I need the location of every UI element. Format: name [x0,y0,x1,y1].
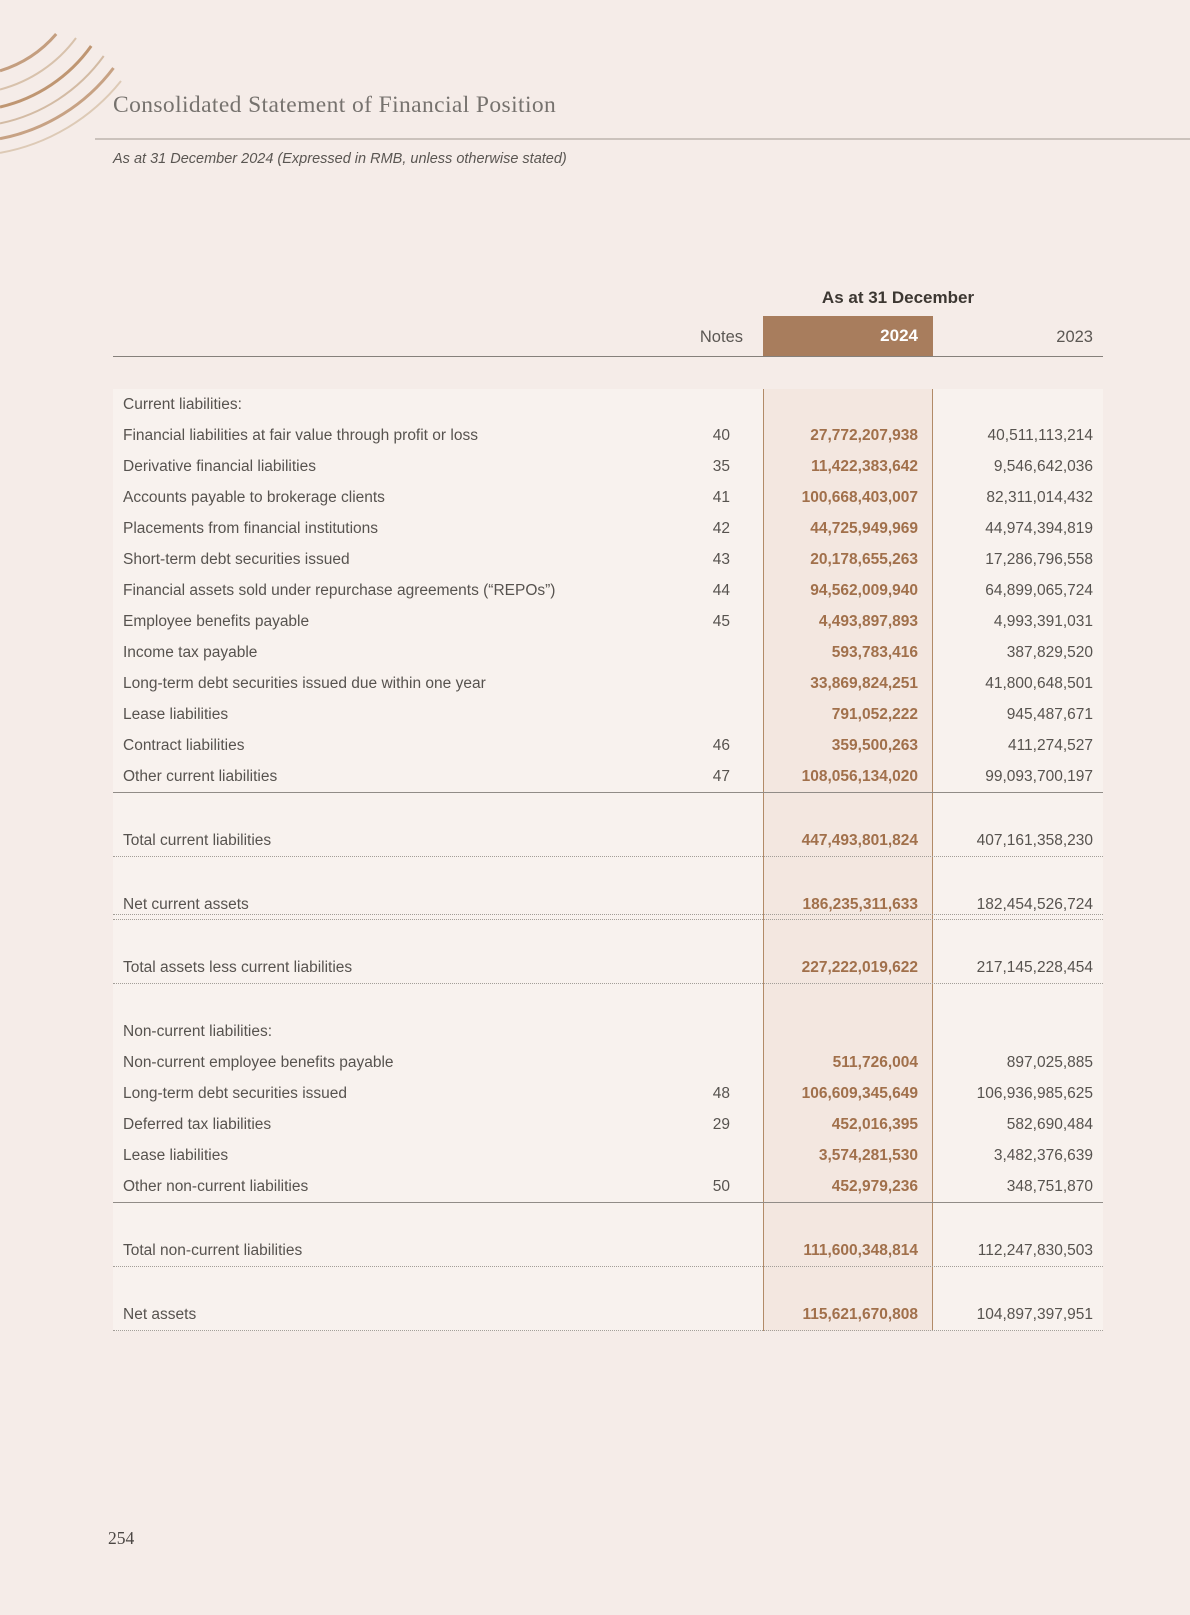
row-value-2023: 348,751,870 [1006,1177,1093,1195]
row-value-2023: 106,936,985,625 [976,1084,1093,1102]
row-label: Total assets less current liabilities [123,959,353,976]
page-title: Consolidated Statement of Financial Position [113,92,557,118]
row-value-2024: 108,056,134,020 [801,767,918,785]
row-value-2023: 217,145,228,454 [976,959,1093,976]
column-header-spacer [113,316,693,356]
row-label: Short-term debt securities issued [123,550,350,568]
row-value-2023: 945,487,671 [1006,705,1093,723]
row-value-2024: 227,222,019,622 [801,959,918,976]
table-row [113,575,1103,606]
row-value-2023: 44,974,394,819 [985,519,1093,537]
row-value-2024: 11,422,383,642 [811,457,918,475]
table-body [113,389,1103,1331]
row-value-2024: 44,725,949,969 [810,519,918,537]
row-value-2024: 27,772,207,938 [810,426,918,444]
row-value-2023: 407,161,358,230 [976,832,1093,849]
row-label: Long-term debt securities issued [123,1084,348,1102]
period-header-row [113,288,1103,316]
table-row [113,1078,1103,1109]
row-label: Current liabilities: [123,395,242,413]
row-value-2023: 64,899,065,724 [985,581,1093,599]
row-value-2024: 186,235,311,633 [802,896,918,913]
column-header-2024: 2024 [763,316,933,356]
row-value-2023: 99,093,700,197 [985,767,1093,785]
row-value-2023: 387,829,520 [1006,643,1093,661]
row-note-number: 35 [712,457,730,475]
table-row [113,1171,1103,1202]
row-label: Total current liabilities [123,832,272,849]
table-row [113,1236,1103,1267]
row-note-number: 48 [712,1084,730,1102]
table-row [113,699,1103,730]
table-row [113,668,1103,699]
row-note-number: 40 [712,426,730,444]
row-value-2024: 20,178,655,263 [810,550,918,568]
row-value-2023: 41,800,648,501 [985,674,1093,692]
row-value-2023: 3,482,376,639 [993,1146,1093,1164]
table-row [113,730,1103,761]
row-value-2023: 112,247,830,503 [977,1242,1093,1259]
table-row [113,637,1103,668]
row-value-2023: 40,511,113,214 [987,426,1093,444]
row-value-2024: 452,016,395 [831,1115,918,1133]
double-dotted-rule [113,914,1103,920]
page-number: 254 [108,1528,135,1548]
table-row [113,482,1103,513]
row-label: Financial assets sold under repurchase agreements (“REPOs”) [123,581,556,599]
table-row [113,1202,1103,1203]
row-note-number: 44 [712,581,730,599]
row-label: Non-current liabilities: [123,1022,273,1040]
title-divider-rule [95,138,1190,140]
row-value-2024: 4,493,897,893 [818,612,918,630]
row-note-number: 42 [712,519,730,537]
row-label: Net assets [123,1306,197,1323]
table-row [113,451,1103,482]
row-value-2023: 9,546,642,036 [993,457,1093,475]
financial-position-table [113,288,1103,1331]
row-label: Other current liabilities [123,767,278,785]
row-value-2023: 182,454,526,724 [976,896,1093,913]
table-row [113,606,1103,637]
row-value-2023: 897,025,885 [1006,1053,1093,1071]
row-value-2024: 359,500,263 [831,736,918,754]
row-label: Long-term debt securities issued due within one year [123,674,486,692]
row-value-2024: 100,668,403,007 [801,488,918,506]
row-value-2024: 94,562,009,940 [810,581,918,599]
row-value-2024: 791,052,222 [831,705,918,723]
row-value-2024: 447,493,801,824 [801,832,918,849]
row-label: Income tax payable [123,643,258,661]
row-label: Other non-current liabilities [123,1177,309,1195]
row-value-2023: 104,897,397,951 [976,1306,1093,1323]
column-header-2023: 2023 [1056,328,1093,346]
row-value-2023: 4,993,391,031 [993,612,1093,630]
row-label: Placements from financial institutions [123,519,379,537]
table-row [113,1300,1103,1331]
table-row [113,1140,1103,1171]
table-row [113,1047,1103,1078]
row-value-2023: 411,274,527 [1007,736,1093,754]
row-label: Net current assets [123,896,249,913]
row-note-number: 47 [712,767,730,785]
table-row [113,389,1103,420]
row-label: Financial liabilities at fair value through profit or loss [123,426,478,444]
table-row [113,761,1103,792]
table-row [113,1109,1103,1140]
column-header-notes: Notes [699,328,743,346]
column-header-row [113,316,1103,357]
row-value-2024: 115,621,670,808 [802,1306,918,1323]
page-subtitle: As at 31 December 2024 (Expressed in RMB, unless otherwise stated) [113,151,567,167]
row-value-2024: 111,600,348,814 [803,1242,918,1259]
row-value-2023: 582,690,484 [1006,1115,1093,1133]
row-value-2024: 511,726,004 [832,1053,918,1071]
row-value-2024: 106,609,345,649 [801,1084,918,1102]
period-header: As at 31 December [821,288,975,307]
row-label: Deferred tax liabilities [123,1115,272,1133]
table-row [113,953,1103,984]
row-note-number: 46 [712,736,730,754]
row-label: Non-current employee benefits payable [123,1053,394,1071]
table-row [113,890,1103,920]
table-row [113,1016,1103,1047]
row-value-2023: 17,286,796,558 [985,550,1093,568]
row-note-number: 41 [712,488,730,506]
row-label: Accounts payable to brokerage clients [123,488,385,506]
table-row [113,544,1103,575]
row-value-2024: 33,869,824,251 [810,674,918,692]
row-label: Derivative financial liabilities [123,457,316,475]
row-label: Lease liabilities [123,705,229,723]
row-note-number: 45 [712,612,730,630]
row-note-number: 29 [712,1115,730,1133]
row-value-2024: 3,574,281,530 [818,1146,918,1164]
table-row [113,513,1103,544]
row-label: Contract liabilities [123,736,245,754]
row-note-number: 43 [712,550,730,568]
row-label: Employee benefits payable [123,612,310,630]
row-label: Lease liabilities [123,1146,229,1164]
table-row [113,420,1103,451]
table-row [113,826,1103,857]
row-value-2024: 452,979,236 [831,1177,918,1195]
row-value-2024: 593,783,416 [831,643,918,661]
row-label: Total non-current liabilities [123,1242,303,1259]
row-note-number: 50 [712,1177,730,1195]
table-row [113,792,1103,793]
row-value-2023: 82,311,014,432 [986,488,1093,506]
